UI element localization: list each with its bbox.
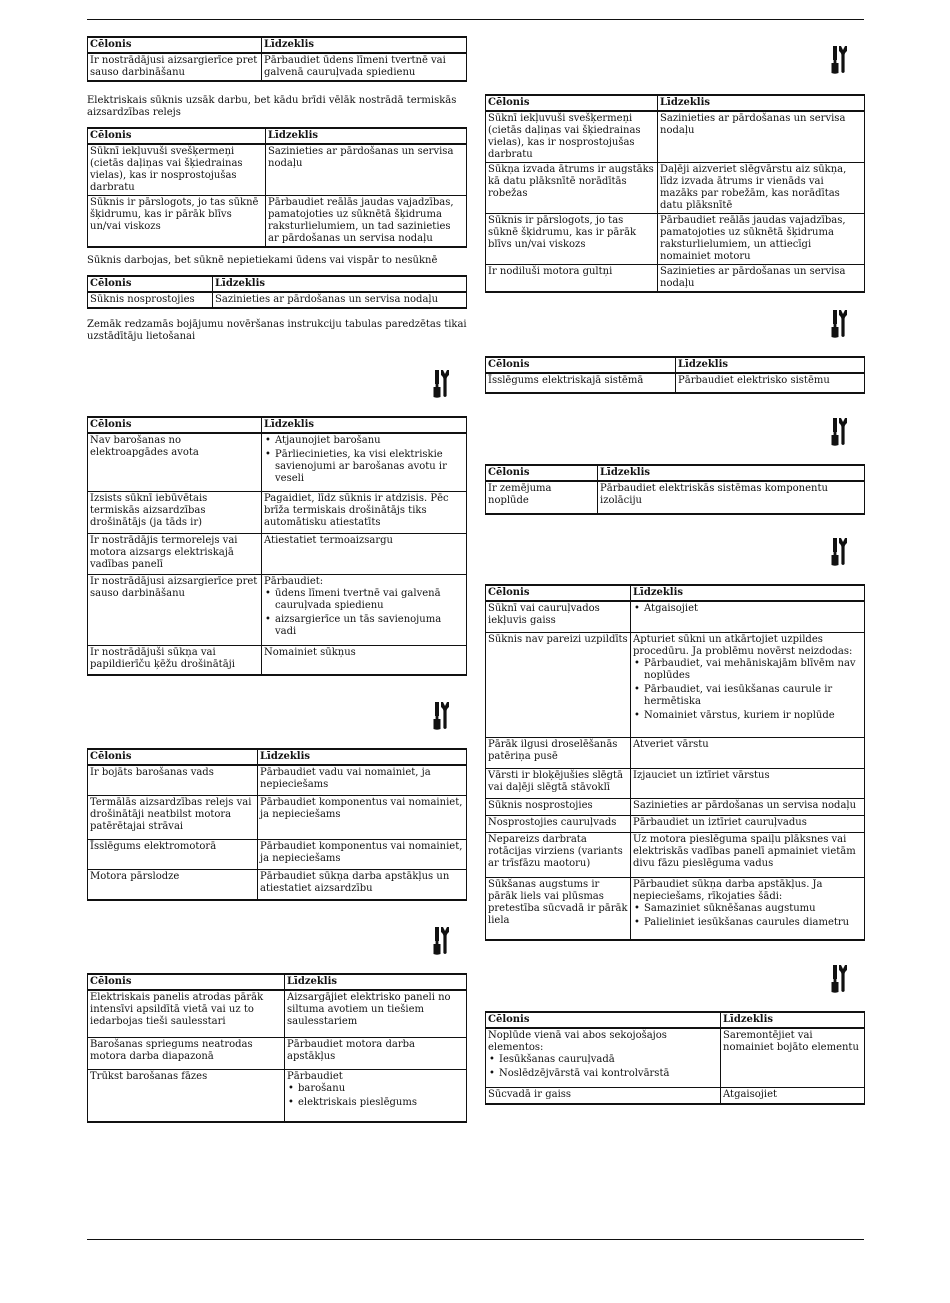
table-header-row — [486, 357, 865, 373]
cause-text: Motora pārslodze — [90, 870, 180, 882]
cause-text: Ir nodiluši motora gultņi — [488, 266, 613, 277]
remedy-text: Saremontējiet vai nomainiet bojāto elementu — [723, 1030, 859, 1053]
table-row — [88, 1037, 467, 1069]
table-row — [88, 53, 467, 81]
remedy-cell — [658, 111, 865, 163]
remedy-column-header: Līdzeklis — [213, 276, 467, 292]
cause-column-header: Cēlonis — [88, 974, 285, 990]
remedy-bullet-list — [633, 903, 862, 929]
bullet-item: • Atjaunojiet barošanu — [264, 435, 464, 447]
remedy-cell — [262, 433, 467, 492]
cause-text: Termālās aizsardzības relejs vai drošinātāji neatbilst motora patērētajai strāvai — [90, 797, 252, 833]
cause-text: Nav barošanas no elektroapgādes avota — [90, 435, 199, 458]
remedy-text: Sazinieties ar pārdošanas un servisa nodaļu — [633, 800, 857, 812]
table-row — [486, 265, 865, 293]
remedy-text: Sazinieties ar pārdošanas un servisa nodaļu — [660, 266, 846, 289]
remedy-text: Uz motora pieslēguma spaiļu plāksnes vai elektriskās vadības panelī apmainiet vietām divu fāzu pieslēguma vadus — [633, 834, 856, 870]
remedy-cell — [676, 373, 865, 393]
remedy-cell — [658, 214, 865, 265]
section-paragraph: Sūknis darbojas, bet sūknē nepietiekami ūdens vai vispār to nesūknē — [87, 255, 438, 266]
table-block — [485, 94, 865, 293]
troubleshooting-table — [87, 416, 467, 676]
bullet-item: • ūdens līmeni tvertnē vai galvenā cauruļvada spiedienu — [264, 588, 464, 612]
cause-cell — [486, 601, 631, 632]
cause-column-header: Cēlonis — [486, 465, 598, 481]
table-block — [87, 275, 467, 309]
table-block — [87, 127, 467, 248]
table-header-row — [88, 37, 467, 53]
cause-cell — [88, 433, 262, 492]
cause-column-header: Cēlonis — [88, 417, 262, 433]
cause-text: Ir nostrādājuši sūkņa vai papildierīču ķēžu drošinātāji — [90, 647, 235, 671]
table-header-row — [486, 465, 865, 481]
remedy-cell — [285, 1037, 467, 1069]
troubleshooting-table — [485, 1011, 865, 1105]
bullet-item: • Pārbaudiet, vai iesūkšanas caurule ir hermētiska — [633, 684, 862, 708]
remedy-cell — [631, 601, 865, 632]
cause-cell — [88, 1070, 285, 1122]
cause-column-header: Cēlonis — [486, 357, 676, 373]
remedy-cell — [631, 799, 865, 816]
remedy-bullet-list — [633, 658, 862, 722]
table-row — [486, 373, 865, 393]
remedy-text: Sazinieties ar pārdošanas un servisa nodaļu — [660, 113, 846, 136]
cause-text: Sūcvadā ir gaiss — [488, 1088, 572, 1100]
table-row — [88, 796, 467, 840]
remedy-bullet-list — [633, 603, 862, 615]
cause-cell — [88, 1037, 285, 1069]
table-row — [486, 481, 865, 514]
cause-cell — [88, 839, 258, 869]
cause-column-header: Cēlonis — [486, 585, 631, 601]
section-paragraph: Zemāk redzamās bojājumu novēršanas instrukciju tabulas paredzētas tikai uzstādītāju lietošanai — [87, 319, 467, 342]
table-block — [87, 748, 467, 901]
cause-text: Barošanas spriegums neatrodas motora darba diapazonā — [90, 1038, 253, 1062]
cause-text: Sūknī iekļuvuši svešķermeņi (cietās daļiņas vai šķiedrainas vielas), kas ir nosprostojušas darbratu — [90, 146, 243, 193]
remedy-text: Pagaidiet, līdz sūknis ir atdzisis. Pēc brīža termiskais drošinātājs tiks automātisku atiestatīts — [264, 493, 449, 529]
tools-icon — [831, 418, 849, 446]
remedy-text: Atiestatiet termoaizsargu — [264, 534, 393, 546]
cause-text: Nosprostojies cauruļvads — [488, 817, 617, 829]
remedy-text: Pārbaudiet sūkņa darba apstākļus. Ja nepieciešams, rīkojaties šādi: — [633, 878, 823, 902]
cause-cell — [88, 196, 266, 248]
cause-cell — [486, 265, 658, 293]
tools-icon — [433, 927, 451, 955]
table-row — [486, 768, 865, 799]
table-row — [486, 877, 865, 940]
remedy-cell — [266, 196, 467, 248]
remedy-text: Pārbaudiet elektriskās sistēmas komponentu izolāciju — [600, 483, 828, 506]
remedy-cell — [262, 575, 467, 646]
cause-text: Sūknī vai cauruļvados iekļuvis gaiss — [488, 603, 600, 626]
troubleshooting-table — [485, 584, 865, 941]
cause-cell — [486, 1087, 721, 1104]
cause-column-header: Cēlonis — [486, 95, 658, 111]
remedy-text: Pārbaudiet un iztīriet cauruļvadus — [633, 817, 807, 829]
cause-cell — [88, 796, 258, 840]
remedy-cell — [631, 632, 865, 737]
cause-column-header: Cēlonis — [88, 276, 213, 292]
tools-icon — [831, 310, 849, 338]
table-row — [486, 799, 865, 816]
remedy-text: Pārbaudiet — [287, 1071, 343, 1083]
cause-text: Sūknis ir pārslogots, jo tas sūknē šķidrumu, kas ir pārāk blīvs un/vai viskozs — [488, 215, 637, 250]
cause-text: Vārsti ir bloķējušies slēgtā vai daļēji slēgtā stāvoklī — [488, 769, 623, 793]
remedy-cell — [258, 765, 467, 796]
bullet-item: • aizsargierīce un tās savienojuma vadi — [264, 614, 464, 638]
remedy-cell — [658, 265, 865, 293]
table-block — [485, 584, 865, 941]
cause-text: Ir nostrādājusi aizsargierīce pret sauso darbināšanu — [90, 576, 258, 600]
cause-text: Ir bojāts barošanas vads — [90, 767, 214, 778]
bullet-item: • barošanu — [287, 1083, 464, 1095]
remedy-cell — [258, 796, 467, 840]
table-row — [486, 1087, 865, 1104]
remedy-cell — [285, 1070, 467, 1122]
table-row — [486, 1028, 865, 1087]
troubleshooting-table — [87, 973, 467, 1123]
tools-icon — [831, 538, 849, 566]
cause-text: Ir nostrādājusi aizsargierīce pret sauso darbināšanu — [90, 55, 258, 78]
table-row — [486, 111, 865, 163]
cause-column-header: Cēlonis — [486, 1012, 721, 1028]
table-row — [88, 839, 467, 869]
remedy-cell — [631, 877, 865, 940]
right-column — [485, 0, 865, 1303]
table-block — [87, 416, 467, 676]
cause-cell — [486, 799, 631, 816]
remedy-column-header: Līdzeklis — [266, 128, 467, 144]
remedy-text: Pārbaudiet reālās jaudas vajadzības, pamatojoties uz sūknētā šķidruma raksturlielumiem, un tad sazinieties ar pārdošanas un servisa nodaļu — [268, 197, 454, 244]
table-header-row — [486, 585, 865, 601]
table-row — [88, 433, 467, 492]
remedy-text: Daļēji aizveriet slēgvārstu aiz sūkņa, līdz izvada ātrums ir vienāds vai mazāks par robežām, kas norādītas datu plāksnītē — [660, 164, 847, 211]
remedy-cell — [721, 1087, 865, 1104]
remedy-column-header: Līdzeklis — [676, 357, 865, 373]
cause-cell — [88, 646, 262, 675]
remedy-text: Pārbaudiet sūkņa darba apstākļus un atiestatiet aizsardzību — [260, 870, 450, 894]
cause-bullet-list — [488, 1054, 718, 1080]
left-column — [87, 0, 467, 1303]
remedy-column-header: Līdzeklis — [658, 95, 865, 111]
table-block — [87, 973, 467, 1123]
troubleshooting-table — [87, 36, 467, 82]
remedy-cell — [721, 1028, 865, 1087]
table-row — [486, 601, 865, 632]
cause-cell — [88, 765, 258, 796]
bullet-item: • Noslēdzējvārstā vai kontrolvārstā — [488, 1068, 718, 1080]
table-row — [88, 492, 467, 533]
cause-text: Sūkšanas augstums ir pārāk liels vai plūsmas pretestība sūcvadā ir pārāk liela — [488, 878, 628, 926]
table-row — [88, 765, 467, 796]
remedy-cell — [598, 481, 865, 514]
table-row — [486, 214, 865, 265]
table-row — [88, 575, 467, 646]
cause-text: Pārāk ilgusi droselēšanās patēriņa pusē — [488, 739, 618, 763]
table-header-row — [88, 128, 467, 144]
section-paragraph: Elektriskais sūknis uzsāk darbu, bet kādu brīdi vēlāk nostrādā termiskās aizsardzības relejs — [87, 95, 457, 118]
cause-cell — [486, 163, 658, 214]
remedy-text: Pārbaudiet: — [264, 576, 324, 588]
table-row — [88, 292, 467, 308]
remedy-text: Atgaisojiet — [723, 1088, 778, 1100]
cause-cell — [486, 214, 658, 265]
cause-cell — [486, 833, 631, 877]
cause-text: Ir zemējuma noplūde — [488, 483, 552, 506]
remedy-text: Nomainiet sūkņus — [264, 647, 356, 659]
table-header-row — [88, 974, 467, 990]
cause-cell — [486, 877, 631, 940]
cause-cell — [88, 144, 266, 196]
remedy-text: Sazinieties ar pārdošanas un servisa nodaļu — [268, 146, 454, 169]
bullet-item: • elektriskais pieslēgums — [287, 1097, 464, 1109]
remedy-text: Pārbaudiet reālās jaudas vajadzības, pamatojoties uz sūknētā šķidruma raksturlielumiem, un attiecīgi nomainiet motoru — [660, 215, 846, 262]
tools-icon — [831, 965, 849, 993]
cause-text: Sūknis ir pārslogots, jo tas sūknē šķidrumu, kas ir pārāk blīvs un/vai viskozs — [90, 197, 259, 232]
table-row — [88, 990, 467, 1037]
cause-text: Sūknis nosprostojies — [90, 294, 195, 305]
cause-text: Trūkst barošanas fāzes — [90, 1071, 208, 1083]
remedy-cell — [262, 492, 467, 533]
remedy-text: Sazinieties ar pārdošanas un servisa nodaļu — [215, 294, 439, 305]
cause-cell — [486, 1028, 721, 1087]
cause-cell — [88, 990, 285, 1037]
remedy-cell — [258, 839, 467, 869]
remedy-bullet-list — [264, 435, 464, 485]
cause-cell — [88, 492, 262, 533]
table-header-row — [88, 749, 467, 765]
troubleshooting-table — [87, 748, 467, 901]
remedy-cell — [285, 990, 467, 1037]
remedy-text: Aizsargājiet elektrisko paneli no siltuma avotiem un tiešiem saulesstariem — [287, 992, 451, 1027]
bullet-item: • Atgaisojiet — [633, 603, 862, 615]
table-row — [88, 869, 467, 900]
remedy-cell — [631, 768, 865, 799]
bullet-item: • Iesūkšanas cauruļvadā — [488, 1054, 718, 1066]
bullet-item: • Samaziniet sūknēšanas augstumu — [633, 903, 862, 915]
remedy-column-header: Līdzeklis — [262, 37, 467, 53]
table-row — [88, 533, 467, 574]
cause-text: Izsists sūknī iebūvētais termiskās aizsardzības drošinātājs (ja tāds ir) — [90, 493, 208, 529]
troubleshooting-table — [485, 356, 865, 394]
table-row — [486, 738, 865, 769]
remedy-bullet-list — [287, 1083, 464, 1109]
remedy-column-header: Līdzeklis — [258, 749, 467, 765]
remedy-cell — [258, 869, 467, 900]
tools-icon — [831, 46, 849, 74]
remedy-cell — [631, 738, 865, 769]
troubleshooting-table — [87, 275, 467, 309]
table-row — [486, 632, 865, 737]
remedy-text: Apturiet sūkni un atkārtojiet uzpildes procedūru. Ja problēmu novērst neizdodas: — [633, 633, 853, 657]
table-row — [486, 816, 865, 833]
cause-text: Īsslēgums elektriskajā sistēmā — [488, 375, 644, 386]
bullet-item: • Pārliecinieties, ka visi elektriskie savienojumi ar barošanas avotu ir veseli — [264, 449, 464, 485]
table-header-row — [88, 417, 467, 433]
cause-column-header: Cēlonis — [88, 128, 266, 144]
bullet-item: • Nomainiet vārstus, kuriem ir noplūde — [633, 710, 862, 722]
troubleshooting-table — [87, 127, 467, 248]
table-block — [485, 464, 865, 515]
cause-text: Elektriskais panelis atrodas pārāk intensīvi apsildītā vietā vai uz to iedarbojas tieši saulesstari — [90, 992, 264, 1027]
cause-cell — [88, 292, 213, 308]
cause-cell — [486, 738, 631, 769]
cause-text: Sūknis nosprostojies — [488, 800, 593, 812]
cause-text: Sūknī iekļuvuši svešķermeņi (cietās daļiņas vai šķiedrainas vielas), kas ir nosprostojušas darbratu — [488, 113, 641, 160]
remedy-text: Pārbaudiet komponentus vai nomainiet, ja nepieciešams — [260, 840, 463, 864]
remedy-text: Pārbaudiet vadu vai nomainiet, ja nepieciešams — [260, 767, 431, 790]
remedy-column-header: Līdzeklis — [285, 974, 467, 990]
cause-text: Īsslēgums elektromotorā — [90, 840, 217, 852]
table-row — [88, 646, 467, 675]
remedy-cell — [262, 533, 467, 574]
cause-text: Sūkņa izvada ātrums ir augstāks kā datu plāksnītē norādītās robežas — [488, 164, 654, 199]
cause-cell — [88, 53, 262, 81]
cause-column-header: Cēlonis — [88, 749, 258, 765]
troubleshooting-table — [485, 94, 865, 293]
cause-cell — [88, 533, 262, 574]
cause-cell — [486, 111, 658, 163]
table-row — [486, 163, 865, 214]
table-header-row — [88, 276, 467, 292]
remedy-text: Atveriet vārstu — [633, 739, 709, 751]
remedy-text: Pārbaudiet elektrisko sistēmu — [678, 375, 830, 386]
cause-cell — [88, 869, 258, 900]
cause-cell — [486, 632, 631, 737]
table-block — [87, 36, 467, 82]
remedy-cell — [262, 646, 467, 675]
tools-icon — [433, 702, 451, 730]
remedy-column-header: Līdzeklis — [598, 465, 865, 481]
cause-text: Nepareizs darbrata rotācijas virziens (variants ar trīsfāzu maotoru) — [488, 834, 623, 870]
remedy-cell — [631, 816, 865, 833]
remedy-text: Pārbaudiet motora darba apstākļus — [287, 1038, 415, 1062]
bullet-item: • Palieliniet iesūkšanas caurules diametru — [633, 917, 862, 929]
cause-cell — [486, 481, 598, 514]
table-row — [88, 144, 467, 196]
table-row — [486, 833, 865, 877]
remedy-text: Izjauciet un iztīriet vārstus — [633, 769, 770, 781]
remedy-cell — [658, 163, 865, 214]
cause-cell — [486, 373, 676, 393]
remedy-cell — [262, 53, 467, 81]
cause-cell — [486, 768, 631, 799]
table-row — [88, 196, 467, 248]
remedy-column-header: Līdzeklis — [262, 417, 467, 433]
cause-text: Sūknis nav pareizi uzpildīts — [488, 633, 628, 645]
table-row — [88, 1070, 467, 1122]
remedy-text: Pārbaudiet ūdens līmeni tvertnē vai galvenā cauruļvada spiedienu — [264, 55, 446, 78]
table-header-row — [486, 95, 865, 111]
remedy-cell — [266, 144, 467, 196]
table-block — [485, 1011, 865, 1105]
tools-icon — [433, 370, 451, 398]
remedy-cell — [213, 292, 467, 308]
cause-column-header: Cēlonis — [88, 37, 262, 53]
troubleshooting-table — [485, 464, 865, 515]
remedy-text: Pārbaudiet komponentus vai nomainiet, ja nepieciešams — [260, 797, 463, 821]
remedy-column-header: Līdzeklis — [721, 1012, 865, 1028]
cause-text: Noplūde vienā vai abos sekojošajos elementos: — [488, 1030, 667, 1053]
cause-cell — [88, 575, 262, 646]
remedy-bullet-list — [264, 588, 464, 638]
table-header-row — [486, 1012, 865, 1028]
bullet-item: • Pārbaudiet, vai mehāniskajām blīvēm nav noplūdes — [633, 658, 862, 682]
cause-text: Ir nostrādājis termorelejs vai motora aizsargs elektriskajā vadības panelī — [90, 534, 238, 570]
remedy-cell — [631, 833, 865, 877]
remedy-column-header: Līdzeklis — [631, 585, 865, 601]
table-block — [485, 356, 865, 394]
cause-cell — [486, 816, 631, 833]
